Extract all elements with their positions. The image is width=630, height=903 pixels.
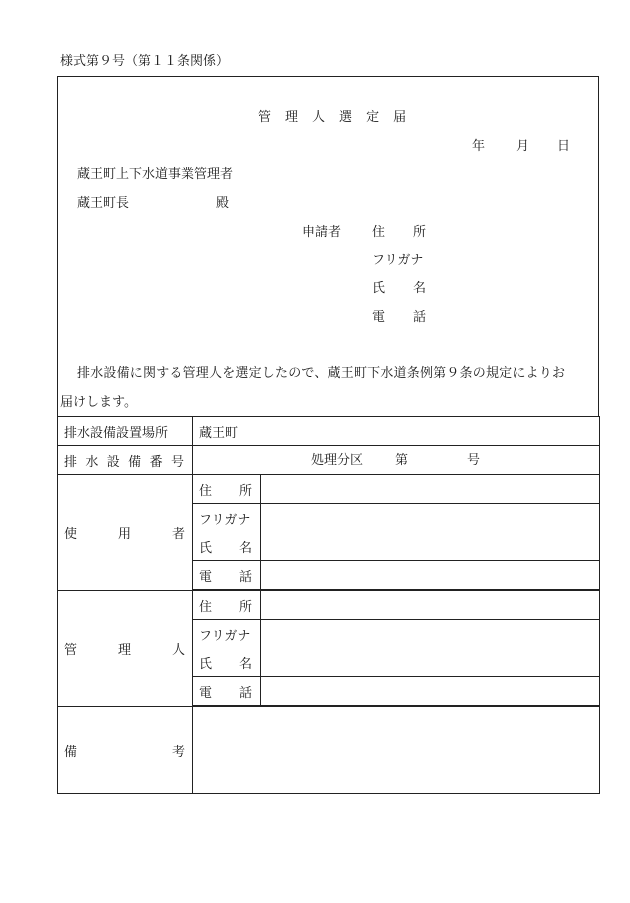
form-header-box: [57, 76, 599, 416]
user-address-label-cell: 住 所: [193, 475, 261, 504]
title-char: 選: [339, 110, 353, 125]
applicant-label: 申請者: [302, 225, 342, 240]
number-suffix: 号: [467, 453, 481, 468]
manager-address-input[interactable]: [261, 591, 600, 620]
user-name-label-cell: [193, 504, 261, 561]
user-phone-label-cell: 電 話: [193, 561, 261, 590]
addressee-office: 蔵王町上下水道事業管理者: [77, 167, 234, 182]
number-prefix: 第: [395, 453, 409, 468]
manager-phone-input[interactable]: [261, 677, 600, 706]
info-table: [57, 416, 600, 794]
title-char: 管: [258, 110, 272, 125]
user-address-input[interactable]: [261, 475, 600, 504]
applicant-name-label: 氏 名: [372, 281, 426, 296]
title-char: 理: [285, 110, 299, 125]
addressee-mayor: 蔵王町長: [77, 196, 130, 211]
title-char: 定: [366, 110, 380, 125]
manager-label-cell: [58, 591, 193, 707]
user-phone-input[interactable]: [261, 561, 600, 590]
user-name-input[interactable]: [261, 504, 600, 561]
document-title: [258, 111, 406, 124]
manager-address-row: [58, 591, 600, 620]
user-name-label: 氏 名: [199, 540, 252, 556]
title-char: 届: [393, 110, 407, 125]
location-label: 排水設備設置場所: [64, 425, 169, 441]
manager-address-label-cell: 住 所: [193, 591, 261, 620]
district-label: 処理分区: [311, 453, 364, 468]
user-label-cell: [58, 475, 193, 591]
applicant-furigana-label: フリガナ: [372, 253, 424, 268]
manager-name-label-cell: [193, 620, 261, 677]
number-value-cell[interactable]: [193, 446, 600, 475]
user-label: 使 用 者: [64, 527, 185, 542]
remarks-label: 備 考: [64, 744, 185, 760]
number-label: 排 水 設 備 番 号: [64, 454, 184, 470]
location-value-cell[interactable]: [193, 417, 600, 446]
location-row: [58, 417, 600, 446]
number-label-cell: [58, 446, 193, 475]
location-label-cell: [58, 417, 193, 446]
number-row: [58, 446, 600, 475]
remarks-label-cell: [58, 707, 193, 794]
body-text-line-2: 届けします。: [60, 395, 137, 410]
applicant-address-label: 住 所: [372, 225, 426, 240]
addressee-honorific: 殿: [216, 196, 230, 211]
date-year-label: 年: [472, 139, 486, 154]
applicant-phone-label: 電 話: [372, 310, 426, 325]
form-number-label: 様式第９号（第１１条関係）: [60, 54, 230, 69]
user-furigana-label: フリガナ: [199, 512, 251, 528]
manager-name-input[interactable]: [261, 620, 600, 677]
remarks-row: [58, 707, 600, 794]
remarks-input[interactable]: [193, 707, 600, 794]
manager-name-label: 氏 名: [199, 656, 252, 672]
manager-furigana-label: フリガナ: [199, 628, 251, 644]
user-address-row: [58, 475, 600, 504]
location-value: 蔵王町: [199, 425, 239, 441]
body-text-line-1: 排水設備に関する管理人を選定したので、蔵王町下水道条例第９条の規定によりお: [77, 366, 566, 381]
title-char: 人: [312, 110, 326, 125]
date-month-label: 月: [516, 139, 530, 154]
manager-phone-label-cell: 電 話: [193, 677, 261, 706]
date-day-label: 日: [557, 139, 571, 154]
manager-label: 管 理 人: [64, 643, 185, 658]
